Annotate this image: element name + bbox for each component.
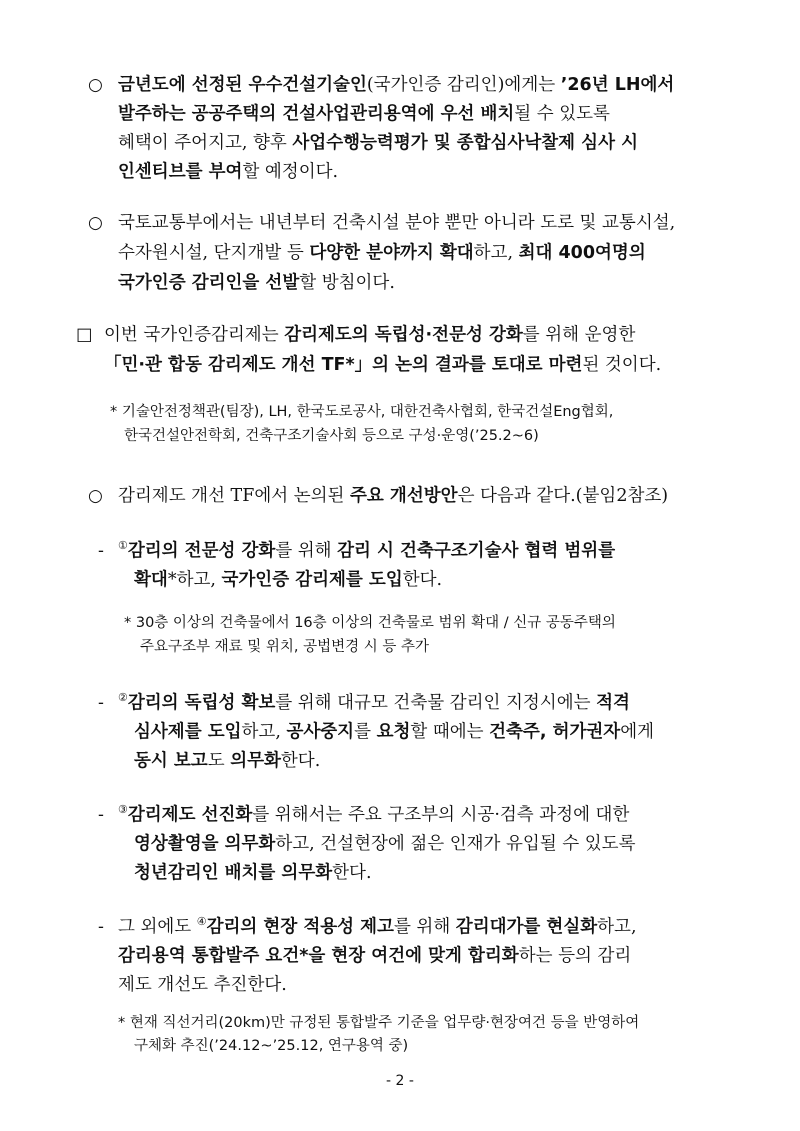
d4-line-2: 감리용역 통합발주 요건*을 현장 여건에 맞게 합리화하는 등의 감리 [118,946,632,966]
d1-footnote-1: * 30층 이상의 건축물에서 16층 이상의 건축물로 범위 확대 / 신규 공동주택의 [124,615,616,631]
d4-line-1: 그 외에도 ④감리의 현장 적용성 제고를 위해 감리대가를 현실화하고, [118,915,637,937]
dash-bullet: - [98,693,104,713]
d4-line-3: 제도 개선도 추진한다. [118,975,287,995]
d3-line-3: 청년감리인 배치를 의무화한다. [134,863,372,883]
d1-line-1: ①감리의 전문성 강화를 위해 감리 시 건축구조기술사 협력 범위를 [118,539,616,561]
d2-line-2: 심사제를 도입하고, 공사중지를 요청할 때에는 건축주, 허가권자에게 [134,722,655,742]
p1-line-4: 인센티브를 부여할 예정이다. [118,162,339,182]
p2-line-2: 수자원시설, 단지개발 등 다양한 분야까지 확대하고, 최대 400여명의 [118,243,646,263]
d2-line-3: 동시 보고도 의무화한다. [134,751,321,771]
d2-line-1: ②감리의 독립성 확보를 위해 대규모 건축물 감리인 지정시에는 적격 [118,691,630,713]
d4-footnote-1: * 현재 직선거리(20km)만 규정된 통합발주 기준을 업무량·현장여건 등을 반영하여 [118,1015,640,1031]
p1-line-2: 발주하는 공공주택의 건설사업관리용역에 우선 배치될 수 있도록 [118,104,610,124]
p1-line-1: 금년도에 선정된 우수건설기술인(국가인증 감리인)에게는 ’26년 LH에서 [118,75,675,95]
p2-line-3: 국가인증 감리인을 선발할 방침이다. [118,273,395,293]
dash-bullet: - [98,917,104,937]
dash-bullet: - [98,541,104,561]
d3-line-1: ③감리제도 선진화를 위해서는 주요 구조부의 시공·검측 과정에 대한 [118,803,630,825]
p2-line-1: 국토교통부에서는 내년부터 건축시설 분야 뿐만 아니라 도로 및 교통시설, [118,213,676,233]
dash-bullet: - [98,805,104,825]
p3-footnote-1: * 기술안전정책관(팀장), LH, 한국도로공사, 대한건축사협회, 한국건설Eng협회, [110,404,614,420]
p3-line-2: 「민·관 합동 감리제도 개선 TF*」의 논의 결과를 토대로 마련된 것이다. [104,355,662,375]
d3-line-2: 영상촬영을 의무화하고, 건설현장에 젊은 인재가 유입될 수 있도록 [134,834,636,854]
circle-bullet: ○ [88,213,103,233]
square-bullet: □ [76,325,93,345]
circle-bullet: ○ [88,486,103,506]
d1-line-2: 확대*하고, 국가인증 감리제를 도입한다. [134,570,443,590]
p4-line-1: 감리제도 개선 TF에서 논의된 주요 개선방안은 다음과 같다.(붙임2참조) [118,486,669,506]
p1-line-3: 혜택이 주어지고, 향후 사업수행능력평가 및 종합심사낙찰제 심사 시 [118,133,638,153]
p3-line-1: 이번 국가인증감리제는 감리제도의 독립성·전문성 강화를 위해 운영한 [104,325,636,345]
page-number: - 2 - [386,1073,414,1089]
circle-bullet: ○ [88,75,103,95]
d1-footnote-2: 주요구조부 재료 및 위치, 공법변경 시 등 추가 [140,639,429,655]
d4-footnote-2: 구체화 추진(’24.12~’25.12, 연구용역 중) [134,1038,409,1054]
p3-footnote-2: 한국건설안전학회, 건축구조기술사회 등으로 구성·운영(’25.2~6) [124,428,539,444]
